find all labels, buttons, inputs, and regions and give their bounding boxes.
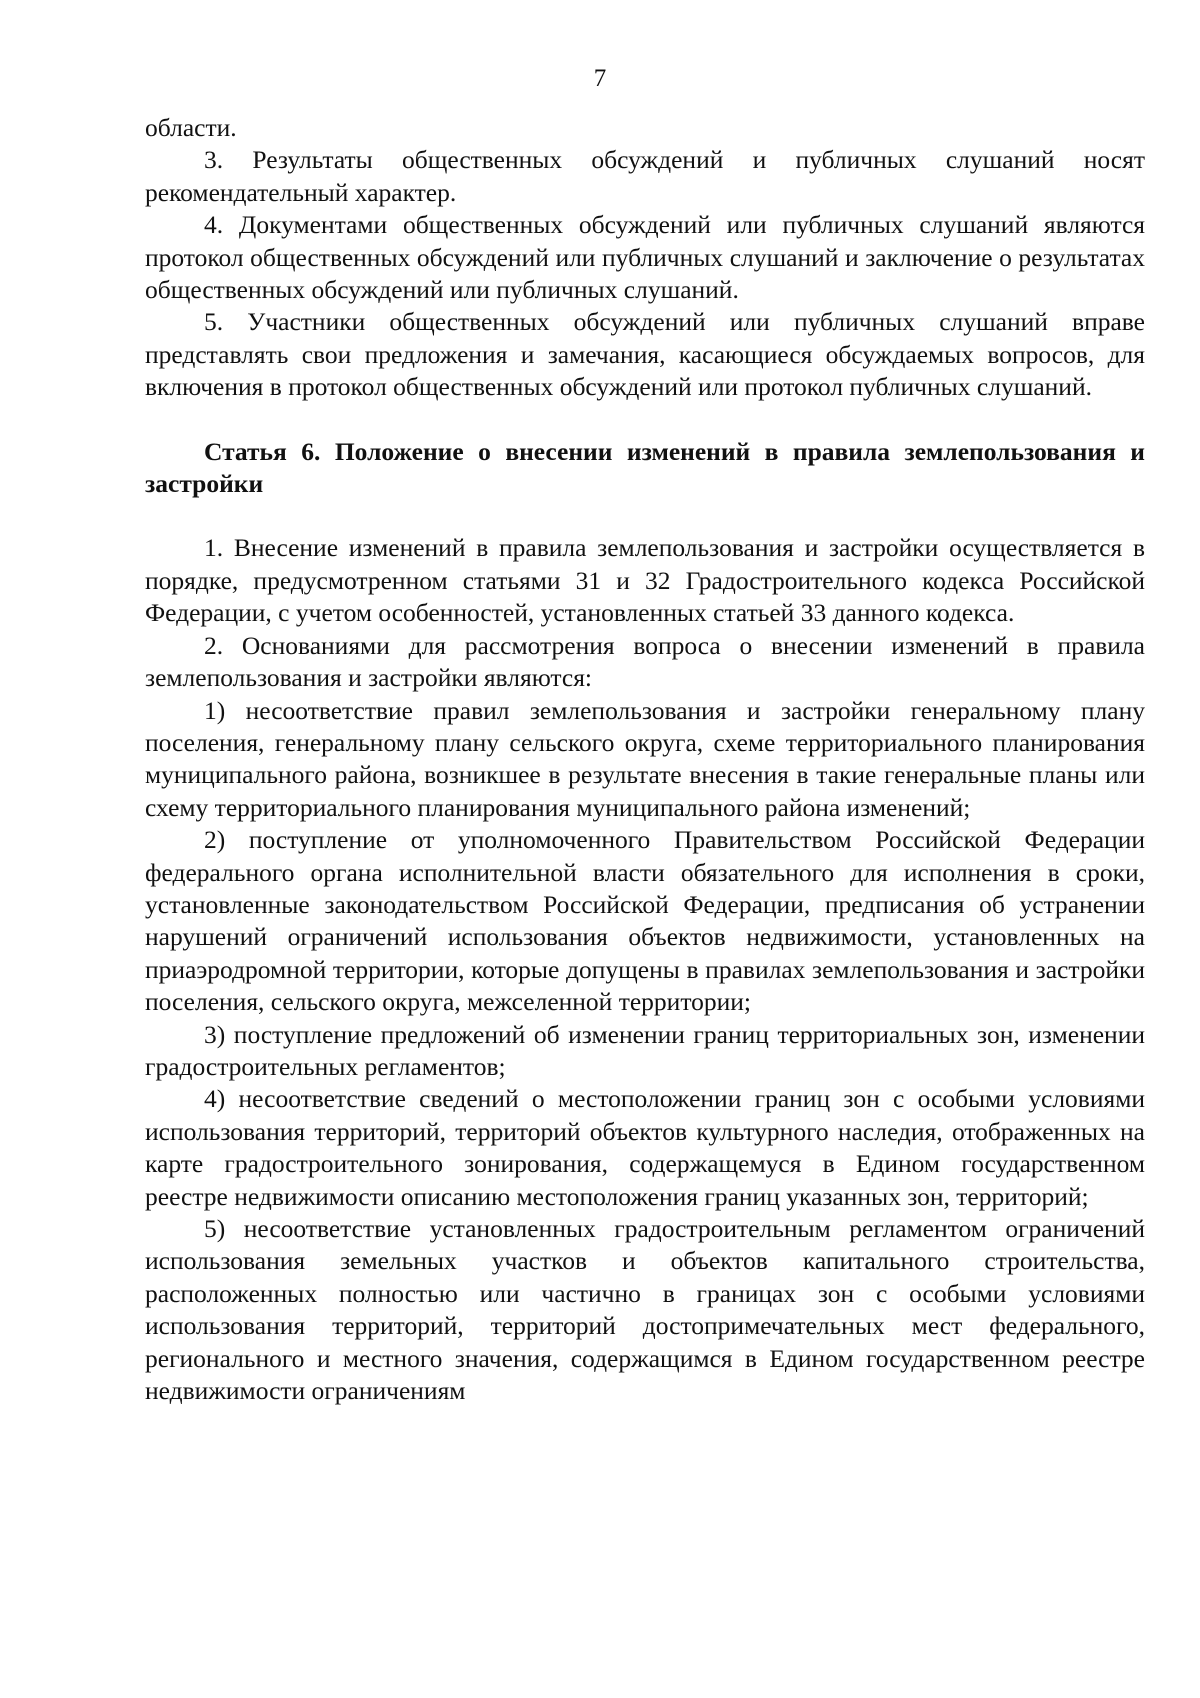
paragraph-continuation: области. [145,113,237,142]
list-item-3: 3) поступление предложений об изменении границ территориальных зон, изменении градостроительных регламентов; [145,1019,1145,1081]
list-item-2: 2) поступление от уполномоченного Правительством Российской Федерации федерального органа исполнительной власти обязательного для исполнения в сроки, установленные законодательством Российской Федерации, предписания об устранении нарушений ограничений использования объектов недвижимости, установленных на приаэродромной территории, которые допущены в правилах землепользования и застройки поселения, сельского округа, межселенной территории; [145,825,1145,1017]
document-body [145,112,1145,1407]
article-paragraph-1: 1. Внесение изменений в правила землепользования и застройки осуществляется в порядке, предусмотренном статьями 31 и 32 Градостроительного кодекса Российской Федерации, с учетом особенностей, установленных статьей 33 данного кодекса. [145,533,1145,628]
article-heading: Статья 6. Положение о внесении изменений в правила землепользования и застройки [145,436,1145,499]
list-item-5: 5) несоответствие установленных градостроительным регламентом ограничений использования земельных участков и объектов капитального строительства, расположенных полностью или частично в границах зон с особыми условиями использования территорий, территорий достопримечательных мест федерального, регионального и местного значения, содержащимся в Едином государственном реестре недвижимости ограничениям [145,1214,1145,1406]
paragraph-item-3: 3. Результаты общественных обсуждений и публичных слушаний носят рекомендательный характер. [145,145,1145,207]
list-item-1: 1) несоответствие правил землепользования и застройки генеральному плану поселения, генеральному плану сельского округа, схеме территориального планирования муниципального района, возникшее в результате внесения в такие генеральные планы или схему территориального планирования муниципального района изменений; [145,695,1145,822]
article-paragraph-2: 2. Основаниями для рассмотрения вопроса о внесении изменений в правила землепользования и застройки являются: [145,630,1145,693]
page-number: 7 [593,65,607,92]
paragraph-item-4: 4. Документами общественных обсуждений или публичных слушаний являются протокол общественных обсуждений или публичных слушаний и заключение о результатах общественных обсуждений или публичных слушаний. [145,210,1145,305]
paragraph-item-5: 5. Участники общественных обсуждений или публичных слушаний вправе представлять свои предложения и замечания, касающиеся обсуждаемых вопросов, для включения в протокол общественных обсуждений или протокол публичных слушаний. [145,307,1145,402]
list-item-4: 4) несоответствие сведений о местоположении границ зон с особыми условиями использования территорий, территорий объектов культурного наследия, отображенных на карте градостроительного зонирования, содержащемуся в Едином государственном реестре недвижимости описанию местоположения границ указанных зон, территорий; [145,1084,1145,1211]
